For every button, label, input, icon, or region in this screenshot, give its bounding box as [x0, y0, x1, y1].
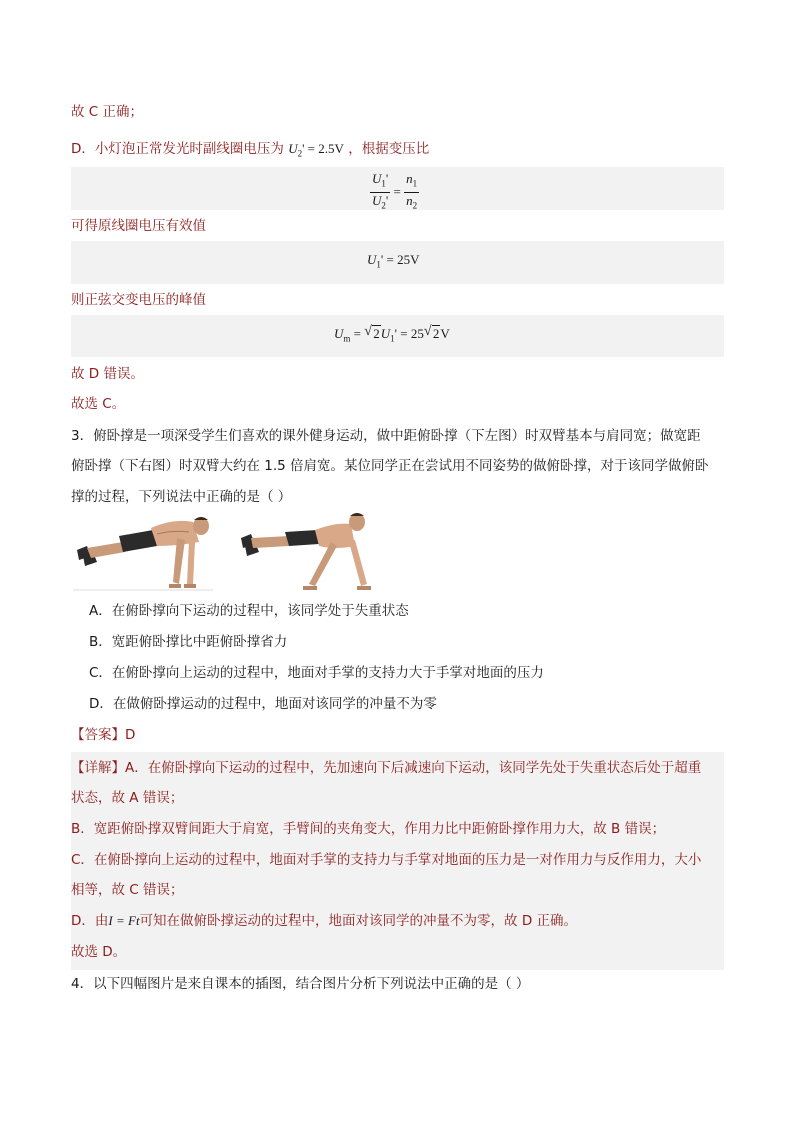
peak-voltage-label: 则正弦交变电压的峰值 — [71, 292, 206, 308]
conclusion-c-correct: 故 C 正确； — [71, 104, 144, 120]
wide-pushup-figure — [241, 513, 371, 590]
u2-voltage: $U_2' = 2.5V$ — [288, 141, 344, 159]
pushup-illustration — [73, 512, 373, 594]
question4-stem: 4．以下四幅图片是来自课本的插图，结合图片分析下列说法中正确的是（ ） — [71, 976, 530, 992]
detail-line4: C．在俯卧撑向上运动的过程中，地面对手掌的支持力与手掌对地面的压力是一对作用力与反作用力，大小 — [71, 852, 702, 868]
option-d: D．在做俯卧撑运动的过程中，地面对该同学的冲量不为零 — [89, 696, 437, 712]
option-c: C．在俯卧撑向上运动的过程中，地面对手掌的支持力大于手掌对地面的压力 — [89, 665, 544, 681]
u1-effective-formula: $U_1' = 25V$ — [367, 252, 420, 270]
question3-stem-line2: 俯卧撑（下右图）时双臂大约在 1.5 倍肩宽。某位同学正在尝试用不同姿势的做俯卧撑，对于该同学做俯卧 — [71, 458, 709, 474]
detail-line3: B．宽距俯卧撑双臂间距大于肩宽，手臂间的夹角变大，作用力比中距俯卧撑作用力大，故 B 错误； — [71, 821, 666, 837]
detail-line5: 相等，故 C 错误； — [71, 882, 184, 898]
conclusion-d-wrong: 故 D 错误。 — [71, 366, 144, 382]
option-d-explanation: D．小灯泡正常发光时副线圈电压为 $U_2' = 2.5V$ ，根据变压比 — [71, 141, 430, 159]
detail-line6: D．由I = Ft可知在做俯卧撑运动的过程中，地面对该同学的冲量不为零，故 D 正确。 — [71, 913, 578, 929]
detail-line1: 【详解】A．在俯卧撑向下运动的过程中，先加速向下后减速向下运动，该同学先处于失重状态后处于超重 — [71, 760, 702, 776]
question3-stem-line1: 3．俯卧撑是一项深受学生们喜欢的课外健身运动，做中距俯卧撑（下左图）时双臂基本与肩同宽；做宽距 — [71, 428, 701, 444]
option-a: A．在俯卧撑向下运动的过程中，该同学处于失重状态 — [89, 603, 409, 619]
transformer-ratio-formula: $\frac{U_1'}{U_2'}$ = $\frac{n_1}{n_2}$ — [372, 171, 418, 211]
primary-voltage-label: 可得原线圈电压有效值 — [71, 218, 206, 234]
answer-label: 【答案】D — [71, 727, 136, 743]
detail-line2: 状态，故 A 错误； — [71, 790, 184, 806]
medium-pushup-figure — [73, 517, 213, 590]
choose-c: 故选 C。 — [71, 396, 126, 412]
option-b: B．宽距俯卧撑比中距俯卧撑省力 — [89, 634, 288, 650]
peak-voltage-formula: $U_m$ = √ $2U_1' = 25$ √ 2V — [334, 324, 450, 344]
detail-line7: 故选 D。 — [71, 944, 127, 960]
question3-stem-line3: 撑的过程，下列说法中正确的是（ ） — [71, 489, 292, 505]
